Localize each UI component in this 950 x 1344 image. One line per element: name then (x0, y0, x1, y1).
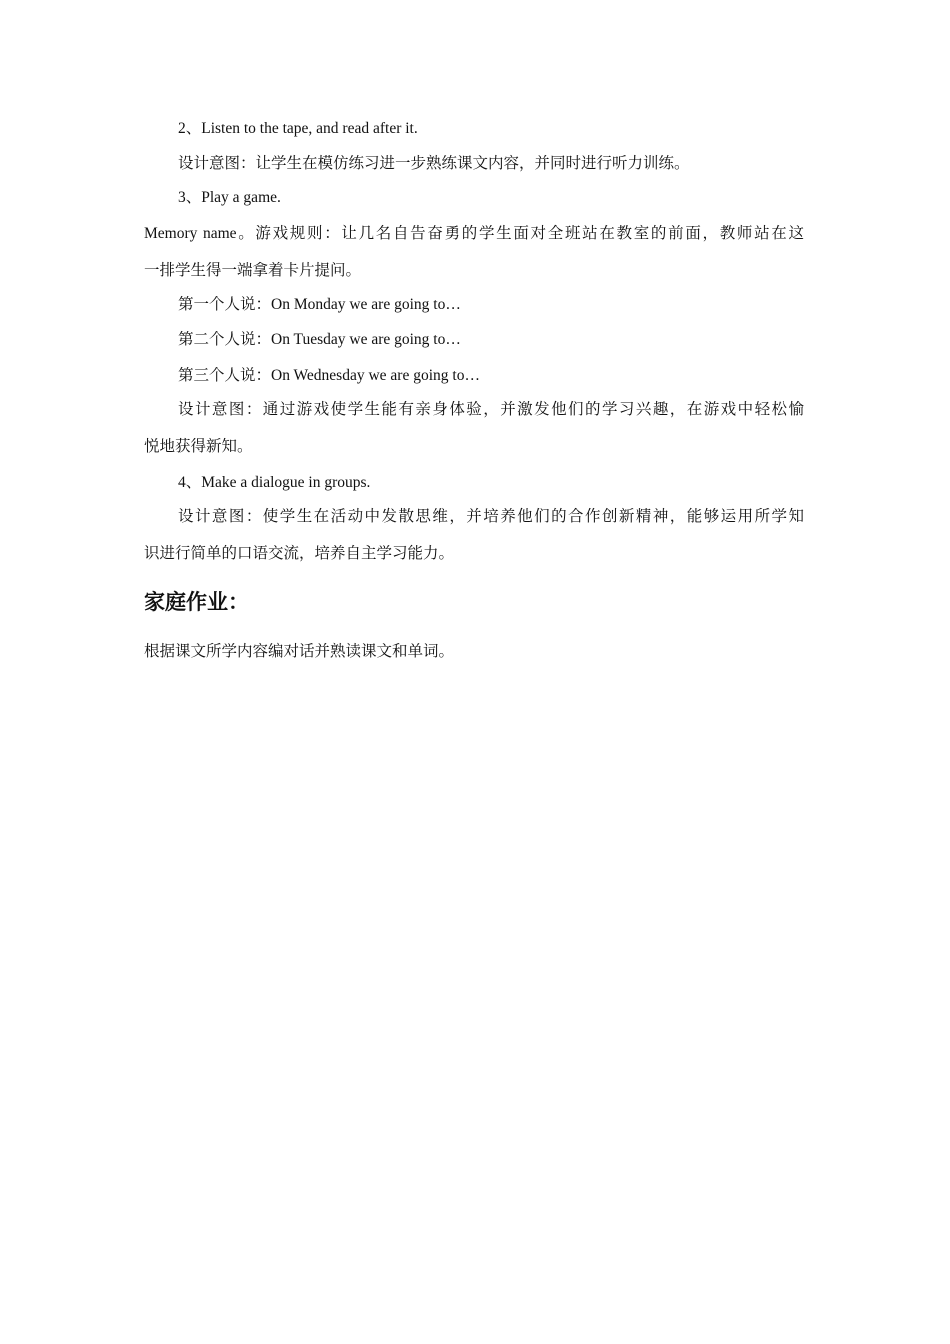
step-4-dialogue: 4、Make a dialogue in groups. (178, 474, 371, 491)
homework-heading: 家庭作业： (144, 591, 249, 614)
game-rules-line-1: Memory name。游戏规则：让几名自告奋勇的学生面对全班站在教室的前面，教师站在这 (144, 225, 804, 242)
third-person-says: 第三个人说：On Wednesday we are going to… (178, 367, 480, 384)
homework-text: 根据课文所学内容编对话并熟读课文和单词。 (144, 643, 455, 660)
design-intent-2-line-2: 悦地获得新知。 (144, 438, 253, 455)
design-intent-1: 设计意图：让学生在模仿练习进一步熟练课文内容，并同时进行听力训练。 (178, 155, 690, 172)
design-intent-3-line-2: 识进行简单的口语交流，培养自主学习能力。 (144, 545, 455, 562)
design-intent-2-line-1: 设计意图：通过游戏使学生能有亲身体验，并激发他们的学习兴趣，在游戏中轻松愉 (178, 401, 804, 418)
first-person-says: 第一个人说：On Monday we are going to… (178, 296, 461, 313)
step-2-listen: 2、Listen to the tape, and read after it. (178, 120, 418, 137)
step-3-game: 3、Play a game. (178, 189, 281, 206)
second-person-says: 第二个人说：On Tuesday we are going to… (178, 331, 461, 348)
design-intent-3-line-1: 设计意图：使学生在活动中发散思维，并培养他们的合作创新精神，能够运用所学知 (178, 508, 804, 525)
game-rules-line-2: 一排学生得一端拿着卡片提问。 (144, 262, 362, 279)
